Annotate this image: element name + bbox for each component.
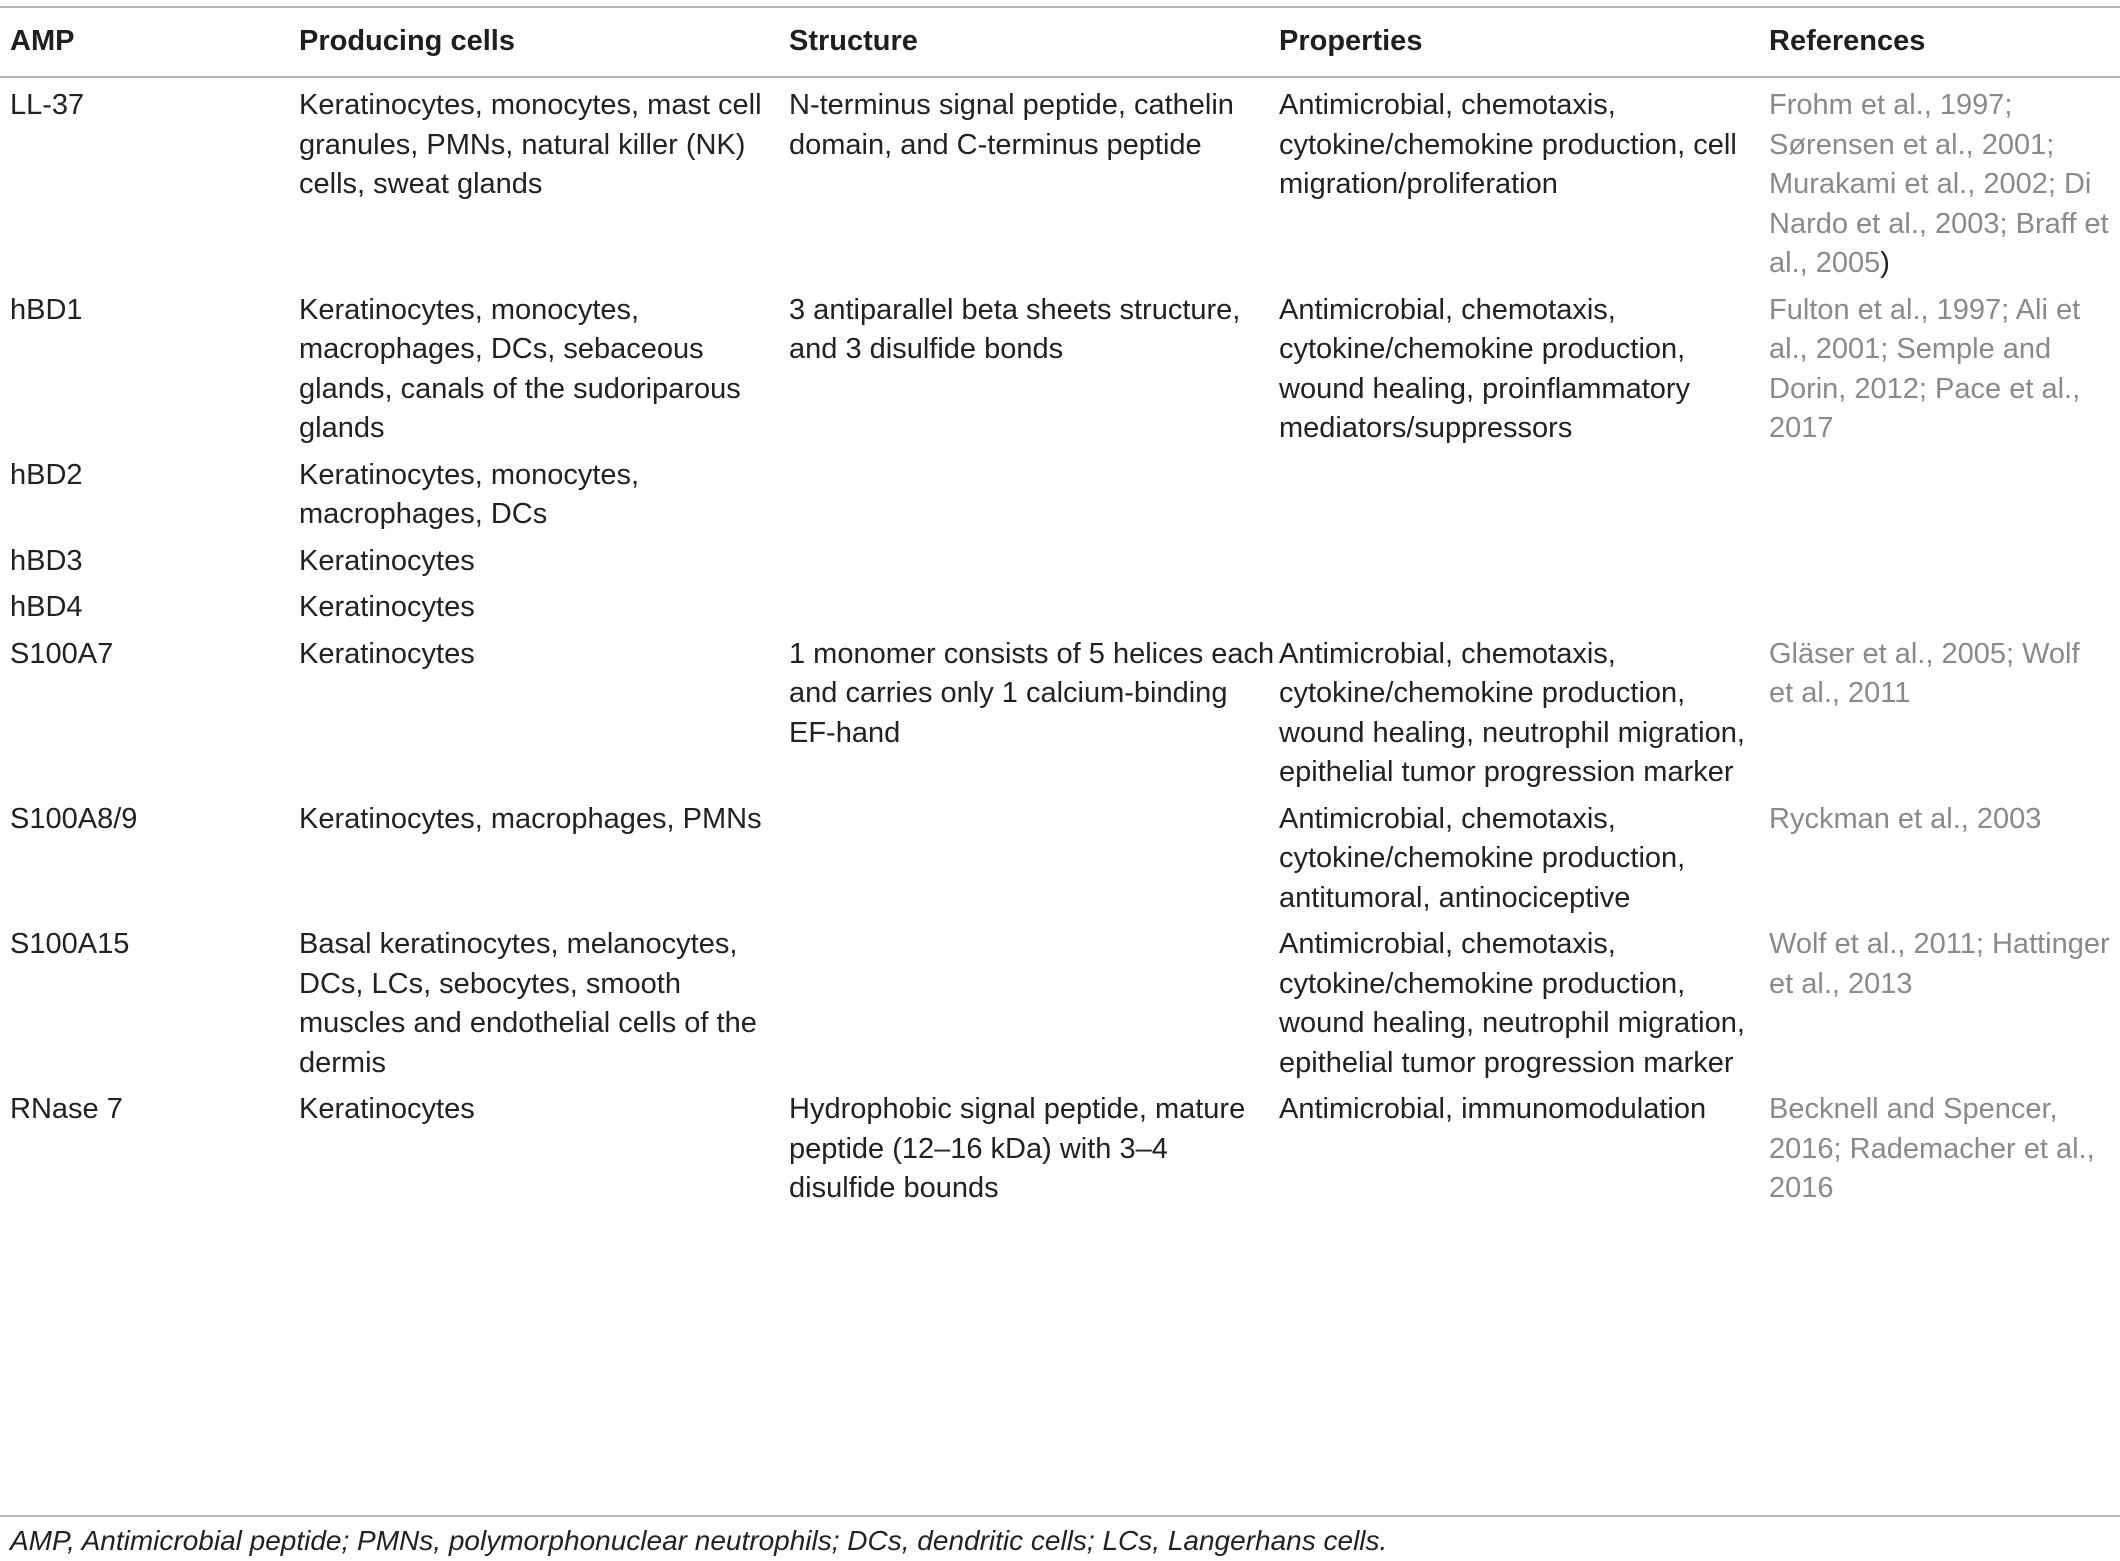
- cell-structure: [789, 925, 1279, 1090]
- cell-amp: [10, 588, 299, 635]
- cell-references[interactable]: [1769, 456, 2110, 542]
- cell-references[interactable]: [1769, 76, 2110, 291]
- cell-amp-text: hBD3: [10, 544, 83, 577]
- header-producing-cells: Producing cells: [299, 25, 515, 58]
- header-structure: Structure: [789, 25, 918, 58]
- cell-references-text: Frohm et al., 1997; Sørensen et al., 2001; Murakami et al., 2002; Di Nardo et al., 2003; Braff et al., 2005: [1769, 89, 2109, 279]
- cell-references[interactable]: [1769, 800, 2110, 926]
- header-references: References: [1769, 25, 1926, 58]
- table-row: [10, 635, 2110, 800]
- cell-references[interactable]: [1769, 542, 2110, 589]
- cell-amp-text: S100A7: [10, 637, 114, 670]
- cell-properties-text: Antimicrobial, chemotaxis, cytokine/chemokine production, cell migration/proliferation: [1279, 89, 1737, 200]
- cell-structure: [789, 542, 1279, 589]
- cell-references[interactable]: [1769, 291, 2110, 456]
- cell-amp-text: LL-37: [10, 89, 85, 121]
- cell-producing-cells: [299, 588, 789, 635]
- cell-producing-cells: [299, 76, 789, 291]
- table-row: [10, 925, 2110, 1090]
- cell-producing-cells: [299, 291, 789, 456]
- cell-properties-text: Antimicrobial, chemotaxis, cytokine/chemokine production, wound healing, neutrophil migration, epithelial tumor progression marker: [1279, 637, 1745, 788]
- cell-amp: [10, 542, 299, 589]
- cell-references-text: Wolf et al., 2011; Hattinger et al., 2013: [1769, 928, 2110, 1000]
- table-row: [10, 588, 2110, 635]
- cell-references[interactable]: [1769, 1090, 2110, 1216]
- table-body: [10, 76, 2110, 1216]
- cell-structure: [789, 635, 1279, 800]
- cell-properties: [1279, 588, 1769, 635]
- cell-amp-text: hBD2: [10, 458, 83, 491]
- amp-table: [10, 8, 2110, 1216]
- cell-structure: [789, 76, 1279, 291]
- cell-producing-cells: [299, 542, 789, 589]
- table-row: [10, 800, 2110, 926]
- cell-properties-text: Antimicrobial, chemotaxis, cytokine/chemokine production, antitumoral, antinociceptive: [1279, 802, 1686, 914]
- table-row: [10, 456, 2110, 542]
- cell-structure-text: Hydrophobic signal peptide, mature peptide (12–16 kDa) with 3–4 disulfide bounds: [789, 1093, 1246, 1204]
- cell-references-text: Fulton et al., 1997; Ali et al., 2001; Semple and Dorin, 2012; Pace et al., 2017: [1769, 293, 2081, 444]
- cell-producing-cells-text: Keratinocytes, monocytes, mast cell granules, PMNs, natural killer (NK) cells, sweat glands: [299, 89, 762, 200]
- table-row: [10, 291, 2110, 456]
- cell-structure-text: 3 antiparallel beta sheets structure, and 3 disulfide bonds: [789, 293, 1241, 365]
- cell-producing-cells-text: Keratinocytes, monocytes, macrophages, DCs, sebaceous glands, canals of the sudoriparous glands: [299, 293, 741, 444]
- cell-structure-text: 1 monomer consists of 5 helices each and carries only 1 calcium-binding EF-hand: [789, 637, 1275, 749]
- cell-producing-cells-text: Keratinocytes: [299, 1093, 475, 1125]
- cell-structure: [789, 291, 1279, 456]
- header-properties: Properties: [1279, 25, 1423, 58]
- cell-properties-text: Antimicrobial, chemotaxis, cytokine/chemokine production, wound healing, neutrophil migration, epithelial tumor progression marker: [1279, 928, 1745, 1079]
- cell-structure: [789, 456, 1279, 542]
- cell-amp: [10, 1090, 299, 1216]
- cell-amp-text: S100A8/9: [10, 802, 138, 835]
- cell-amp: [10, 76, 299, 291]
- cell-producing-cells-text: Keratinocytes: [299, 544, 475, 577]
- cell-amp-text: hBD1: [10, 293, 83, 326]
- table-bottom-rule: [0, 1515, 2120, 1517]
- cell-properties-text: Antimicrobial, chemotaxis, cytokine/chemokine production, wound healing, proinflammatory mediators/suppressors: [1279, 293, 1691, 444]
- cell-properties: [1279, 635, 1769, 800]
- table-row: [10, 1090, 2110, 1216]
- cell-amp: [10, 800, 299, 926]
- cell-references-text: Becknell and Spencer, 2016; Rademacher et al., 2016: [1769, 1093, 2095, 1204]
- cell-references[interactable]: [1769, 588, 2110, 635]
- cell-amp-text: RNase 7: [10, 1093, 123, 1125]
- cell-amp: [10, 925, 299, 1090]
- cell-references[interactable]: [1769, 925, 2110, 1090]
- cell-properties: [1279, 542, 1769, 589]
- cell-amp-text: hBD4: [10, 591, 83, 623]
- table-row: [10, 542, 2110, 589]
- cell-structure-text: N-terminus signal peptide, cathelin domain, and C-terminus peptide: [789, 89, 1234, 161]
- cell-amp: [10, 635, 299, 800]
- cell-producing-cells-text: Basal keratinocytes, melanocytes, DCs, LCs, sebocytes, smooth muscles and endothelial cells of the dermis: [299, 928, 757, 1079]
- cell-producing-cells: [299, 456, 789, 542]
- cell-producing-cells-text: Keratinocytes: [299, 591, 475, 623]
- cell-properties: [1279, 1090, 1769, 1216]
- cell-properties: [1279, 291, 1769, 456]
- cell-producing-cells-text: Keratinocytes, macrophages, PMNs: [299, 802, 762, 835]
- cell-amp: [10, 456, 299, 542]
- cell-properties: [1279, 800, 1769, 926]
- cell-amp-text: S100A15: [10, 928, 130, 960]
- cell-producing-cells: [299, 1090, 789, 1216]
- cell-producing-cells-text: Keratinocytes, monocytes, macrophages, DCs: [299, 458, 640, 530]
- cell-properties-text: Antimicrobial, immunomodulation: [1279, 1093, 1707, 1125]
- cell-amp: [10, 291, 299, 456]
- table-footnote: AMP, Antimicrobial peptide; PMNs, polymorphonuclear neutrophils; DCs, dendritic cells; LCs, Langerhans cells.: [10, 1525, 1388, 1556]
- cell-properties: [1279, 456, 1769, 542]
- cell-structure: [789, 588, 1279, 635]
- cell-references-text: Gläser et al., 2005; Wolf et al., 2011: [1769, 637, 2080, 709]
- table-header-row: [10, 8, 2110, 76]
- cell-producing-cells-text: Keratinocytes: [299, 637, 475, 670]
- table-row: [10, 76, 2110, 291]
- cell-producing-cells: [299, 925, 789, 1090]
- cell-producing-cells: [299, 800, 789, 926]
- references-suffix: ): [1880, 247, 1890, 279]
- cell-references-text: Ryckman et al., 2003: [1769, 802, 2042, 835]
- cell-structure: [789, 800, 1279, 926]
- header-amp: AMP: [10, 25, 75, 58]
- cell-structure: [789, 1090, 1279, 1216]
- cell-properties: [1279, 76, 1769, 291]
- cell-producing-cells: [299, 635, 789, 800]
- cell-properties: [1279, 925, 1769, 1090]
- cell-references[interactable]: [1769, 635, 2110, 800]
